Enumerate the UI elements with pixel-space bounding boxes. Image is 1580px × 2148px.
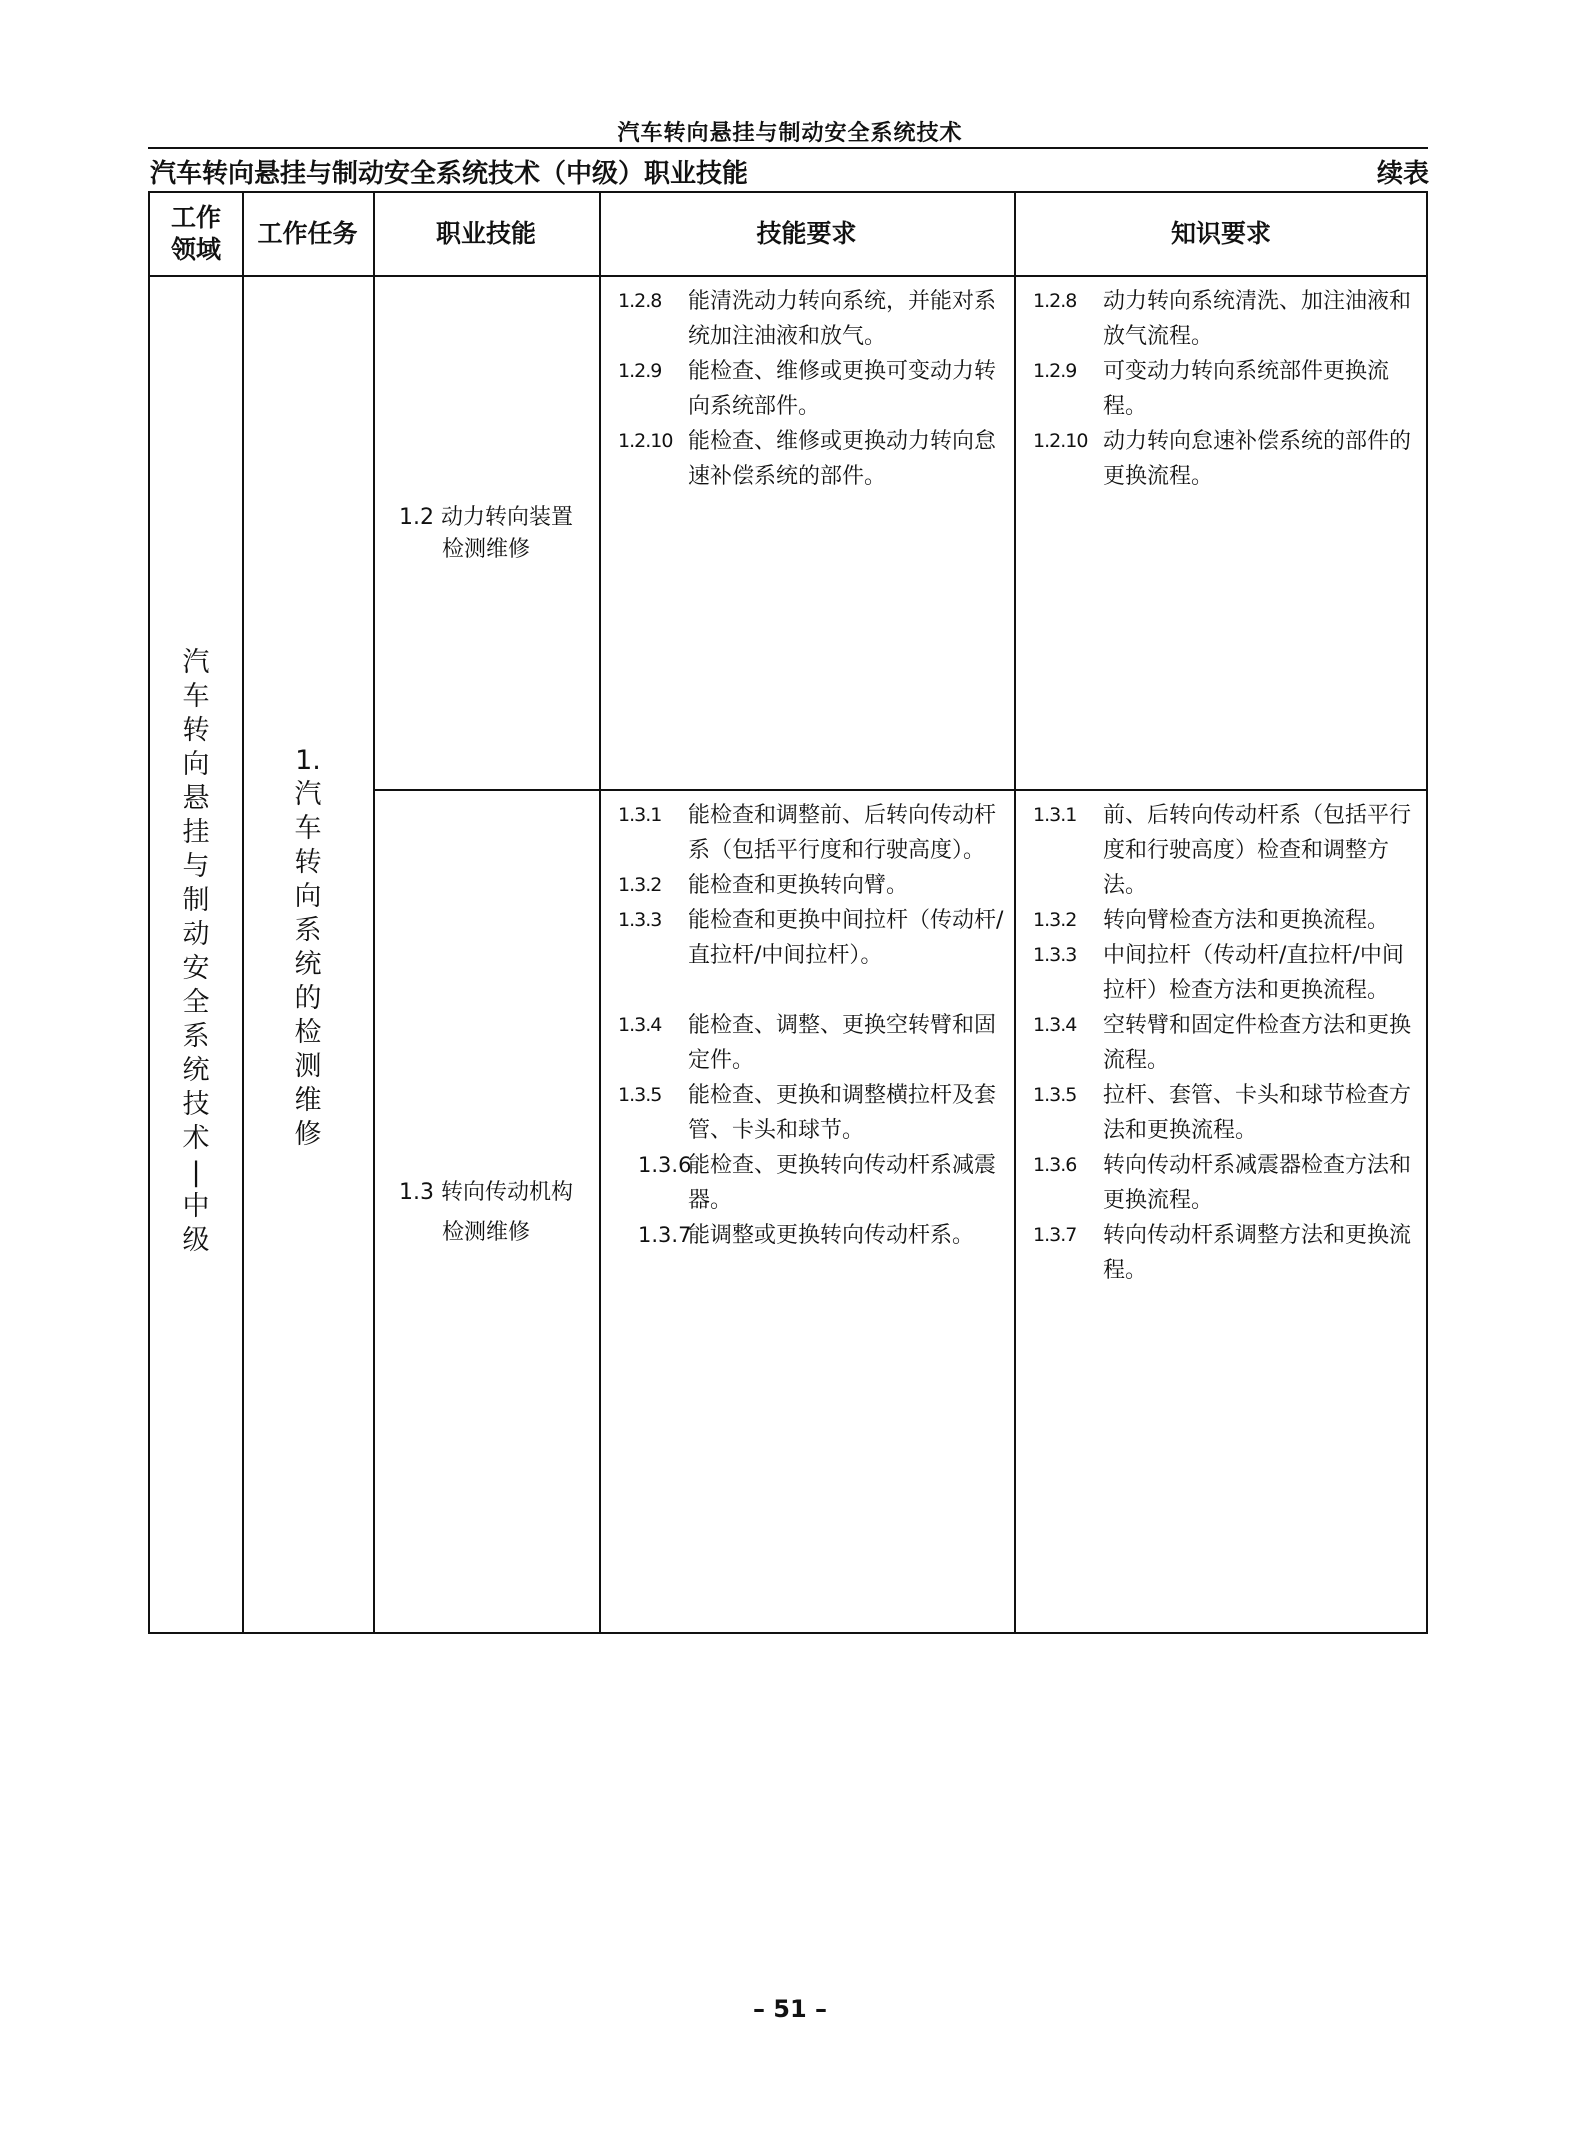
requirement-number: 1.3.1: [618, 804, 662, 826]
requirement-number: 1.3.5: [618, 1084, 662, 1106]
knowledge-item: [1033, 938, 1418, 1008]
header-skill-requirements-label: 技能要求: [756, 219, 857, 248]
knowledge-text: 拉杆、套管、卡头和球节检查方法和更换流程。: [1103, 1083, 1412, 1143]
knowledge-number: 1.3.3: [1033, 944, 1077, 966]
requirement-text: 能检查和调整前、后转向传动杆系（包括平行度和行驶高度）。: [688, 803, 997, 863]
header-work-area: [150, 193, 242, 275]
knowledge-item: [1033, 903, 1418, 938]
requirement-item: [618, 1218, 1006, 1253]
header-work-task-label: 工作任务: [257, 219, 358, 248]
requirement-number: 1.3.3: [618, 909, 662, 931]
head-rule: [148, 147, 1428, 149]
knowledge-item: [1033, 1008, 1418, 1078]
header-work-task: [242, 193, 373, 275]
requirement-number: 1.3.4: [618, 1014, 662, 1036]
requirement-text: 能检查、更换转向传动杆系减震器。: [688, 1153, 997, 1213]
work-task-text: 1. 汽 车 转 向 系 统 的 检 测 维 修: [294, 745, 322, 1150]
knowledge-number: 1.3.4: [1033, 1014, 1077, 1036]
knowledge-item: [1033, 354, 1418, 424]
knowledge-number: 1.3.2: [1033, 909, 1077, 931]
skill-label-1-2: 1.2 动力转向装置 检测维修: [399, 505, 573, 562]
skill-label-1-3: 1.3 转向传动机构 检测维修: [399, 1180, 573, 1245]
requirement-item: [618, 1078, 1006, 1148]
knowledge-text: 转向传动杆系调整方法和更换流程。: [1103, 1223, 1412, 1283]
work-area-cell: [174, 646, 218, 1258]
work-task-cell: [286, 744, 330, 1152]
requirement-number: 1.3.6: [638, 1153, 692, 1177]
requirement-item: [618, 1008, 1006, 1078]
requirement-text: 能调整或更换转向传动杆系。: [688, 1223, 975, 1248]
knowledge-text: 中间拉杆（传动杆/直拉杆/中间拉杆）检查方法和更换流程。: [1103, 943, 1404, 1003]
continued-label: 续表: [1376, 159, 1429, 189]
knowledge-text: 空转臂和固定件检查方法和更换流程。: [1103, 1013, 1412, 1073]
knowledge-text: 动力转向系统清洗、加注油液和放气流程。: [1103, 289, 1412, 349]
knowledge-requirements-1-3: [1033, 798, 1418, 1288]
header-knowledge-requirements: [1014, 193, 1428, 275]
header-work-area-label: 工作 领域: [170, 203, 221, 264]
requirement-item: [618, 868, 1006, 903]
header-skill-requirements: [599, 193, 1014, 275]
work-area-text: 汽 车 转 向 悬 挂 与 制 动 安 全 系 统 技 术 | 中 级: [182, 647, 210, 1256]
knowledge-item: [1033, 1218, 1418, 1288]
column-divider: [599, 193, 601, 1632]
requirement-item: [618, 354, 1006, 424]
header-skill: [373, 193, 599, 275]
knowledge-number: 1.3.1: [1033, 804, 1077, 826]
requirement-item: [618, 424, 1006, 494]
knowledge-text: 前、后转向传动杆系（包括平行度和行驶高度）检查和调整方法。: [1103, 803, 1412, 898]
requirement-number: 1.3.2: [618, 874, 662, 896]
requirement-item: [618, 903, 1006, 973]
knowledge-item: [1033, 284, 1418, 354]
knowledge-number: 1.2.8: [1033, 290, 1077, 312]
knowledge-number: 1.3.5: [1033, 1084, 1077, 1106]
requirement-number: 1.2.10: [618, 430, 673, 452]
row-divider: [373, 789, 1426, 791]
knowledge-number: 1.2.10: [1033, 430, 1088, 452]
column-divider: [242, 193, 244, 1632]
knowledge-requirements-1-2: [1033, 284, 1418, 494]
requirement-number: 1.2.9: [618, 360, 662, 382]
knowledge-item: [1033, 798, 1418, 903]
column-divider: [373, 193, 375, 1632]
requirement-text: 能检查、调整、更换空转臂和固定件。: [688, 1013, 997, 1073]
requirement-text: 能检查、更换和调整横拉杆及套管、卡头和球节。: [688, 1083, 997, 1143]
knowledge-text: 可变动力转向系统部件更换流程。: [1103, 359, 1390, 419]
knowledge-item: [1033, 1078, 1418, 1148]
running-head: 汽车转向悬挂与制动安全系统技术: [617, 121, 963, 146]
knowledge-text: 动力转向怠速补偿系统的部件的更换流程。: [1103, 429, 1412, 489]
knowledge-number: 1.2.9: [1033, 360, 1077, 382]
knowledge-text: 转向传动杆系减震器检查方法和更换流程。: [1103, 1153, 1412, 1213]
requirement-item: [618, 1148, 1006, 1218]
skill-cell-1-3: [374, 1173, 598, 1253]
knowledge-number: 1.3.6: [1033, 1154, 1077, 1176]
knowledge-item: [1033, 424, 1418, 494]
page-number: – 51 –: [752, 1995, 828, 2023]
knowledge-text: 转向臂检查方法和更换流程。: [1103, 908, 1390, 933]
requirement-item: [618, 798, 1006, 868]
skills-table: [148, 191, 1428, 1634]
knowledge-item: [1033, 1148, 1418, 1218]
skill-requirements-1-2: [618, 284, 1006, 494]
header-knowledge-requirements-label: 知识要求: [1170, 219, 1271, 248]
requirement-text: 能检查和更换转向臂。: [688, 873, 909, 898]
requirement-number: 1.2.8: [618, 290, 662, 312]
header-skill-label: 职业技能: [435, 219, 536, 248]
column-divider: [1014, 193, 1016, 1632]
skill-cell-1-2: [374, 502, 598, 566]
knowledge-number: 1.3.7: [1033, 1224, 1077, 1246]
header-divider: [150, 275, 1426, 277]
skill-requirements-1-3: [618, 798, 1006, 1253]
table-title: 汽车转向悬挂与制动安全系统技术（中级）职业技能: [150, 159, 749, 189]
requirement-number: 1.3.7: [638, 1223, 692, 1247]
requirement-text: 能检查、维修或更换动力转向怠速补偿系统的部件。: [688, 429, 997, 489]
requirement-text: 能检查和更换中间拉杆（传动杆/直拉杆/中间拉杆）。: [688, 908, 1004, 968]
requirement-item: [618, 284, 1006, 354]
requirement-text: 能检查、维修或更换可变动力转向系统部件。: [688, 359, 997, 419]
requirement-text: 能清洗动力转向系统，并能对系统加注油液和放气。: [688, 289, 997, 349]
